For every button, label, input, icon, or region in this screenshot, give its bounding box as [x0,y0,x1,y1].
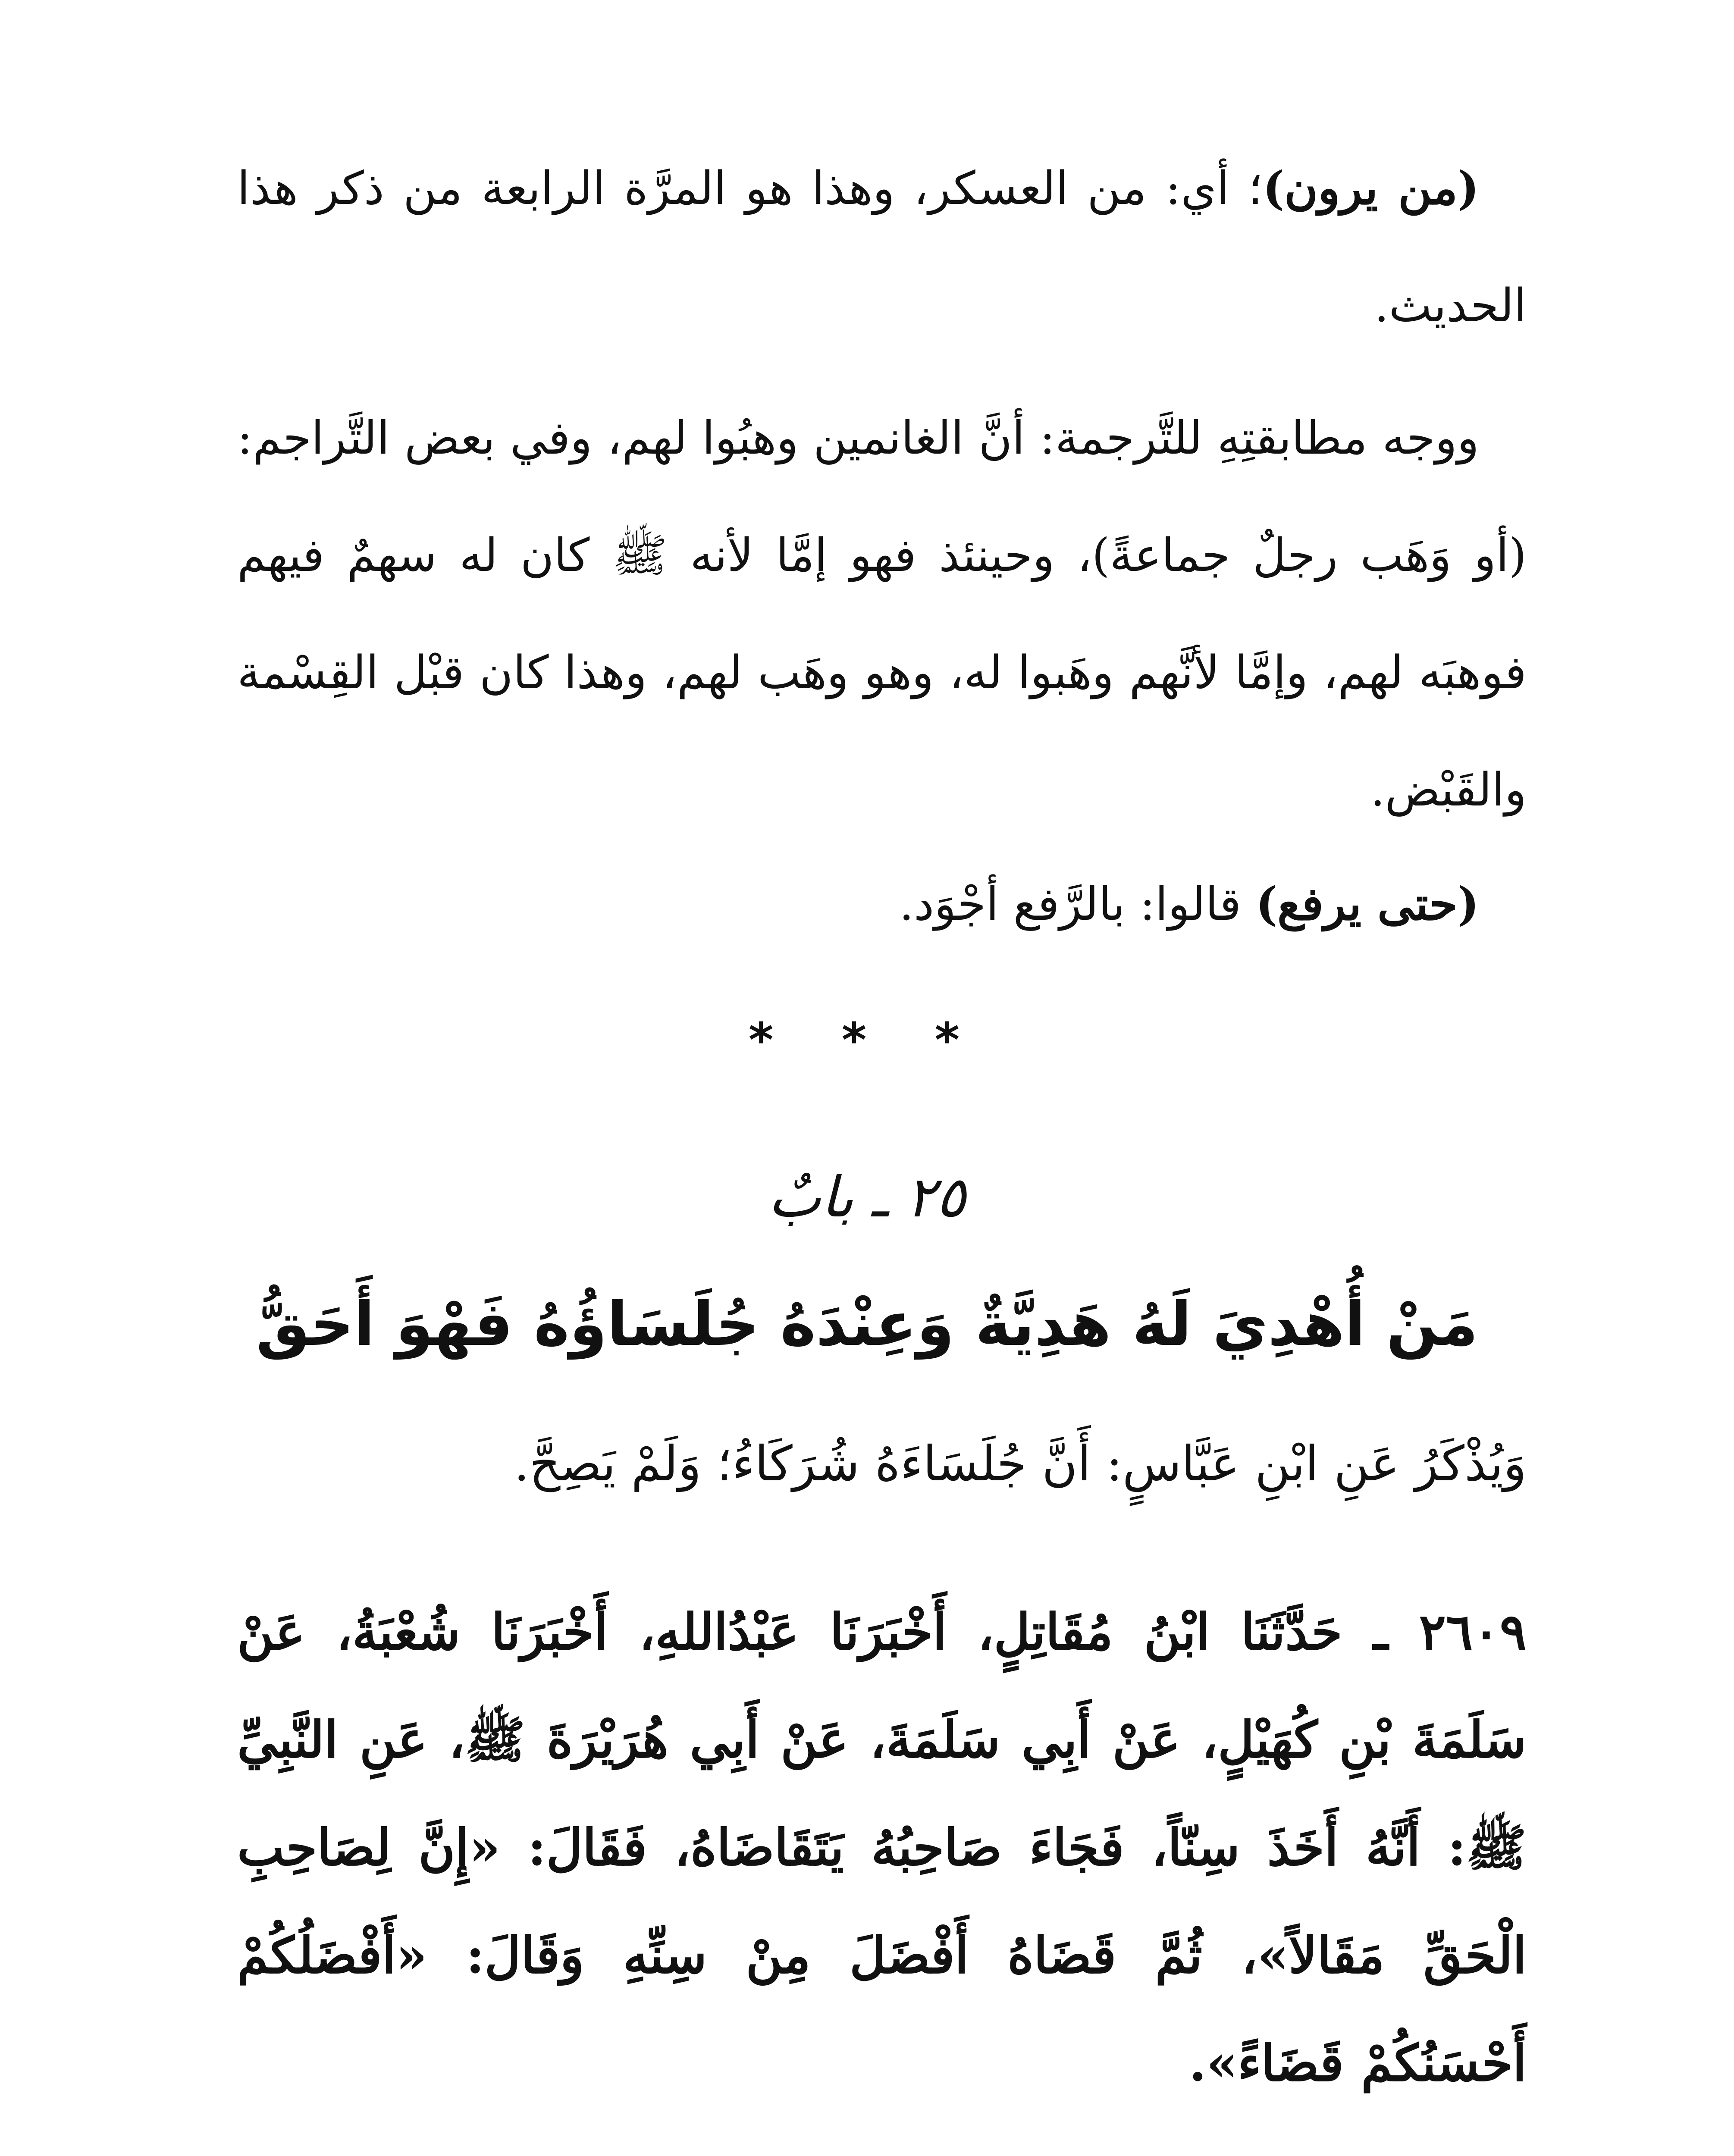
commentary-paragraph-3 [237,845,1527,963]
commentary-bold-lead: (حتى يرفع) [1255,877,1479,931]
commentary-paragraph-1 [237,129,1527,364]
hadith-text: ـ حَدَّثَنَا ابْنُ مُقَاتِلٍ، أَخْبَرَنَا عَبْدُاللهِ، أَخْبَرَنَا شُعْبَةُ، عَنْ سَلَمَةَ بْنِ كُهَيْلٍ، عَنْ أَبِي سَلَمَةَ، عَنْ أَبِي هُرَيْرَةَ ﷺ، عَنِ النَّبِيِّ ﷺ: أَنَّهُ أَخَذَ سِنّاً، فَجَاءَ صَاحِبُهُ يَتَقَاضَاهُ، فَقَالَ: «إِنَّ لِصَاحِبِ الْحَقِّ مَقَالاً»، ثُمَّ قَضَاهُ أَفْضَلَ مِنْ سِنِّهِ وَقَالَ: «أَفْضَلُكُمْ أَحْسَنُكُمْ قَضَاءً». [237,1603,1527,2093]
chapter-title: مَنْ أُهْدِيَ لَهُ هَدِيَّةٌ وَعِنْدَهُ جُلَسَاؤُهُ فَهْوَ أَحَقُّ [256,1289,1478,1360]
chapter-note: وَيُذْكَرُ عَنِ ابْنِ عَبَّاسٍ: أَنَّ جُلَسَاءَهُ شُرَكَاءُ؛ وَلَمْ يَصِحَّ. [514,1436,1527,1492]
commentary-text: ووجه مطابقتِهِ للتَّرجمة: أنَّ الغانمين وهبُوا لهم، وفي بعض التَّراجم: (أو وَهَب رجلٌ جماعةً)، وحينئذ فهو إمَّا لأنه ﷺ كان له سهمٌ فيهم فوهبَه لهم، وإمَّا لأنَّهم وهَبوا له، وهو وهَب لهم، وهذا كان قبْل القِسْمة والقَبْض. [237,411,1527,816]
section-separator: * * * [748,1012,986,1068]
chapter-number: ٢٥ ـ بابٌ [768,1164,966,1230]
commentary-bold-lead: (من يرون) [1263,161,1479,215]
hadith-2609 [237,1578,1527,2117]
hadith-2610 [237,2147,1527,2156]
commentary-text: ؛ أي: من العسكر، وهذا هو المرَّة الرابعة من ذكر هذا الحديث. [237,162,1527,332]
commentary-text: قالوا: بالرَّفع أجْوَد. [899,877,1256,931]
commentary-paragraph-2 [237,379,1527,849]
hadith-number: ٢٦٠٩ [1419,1603,1527,1661]
